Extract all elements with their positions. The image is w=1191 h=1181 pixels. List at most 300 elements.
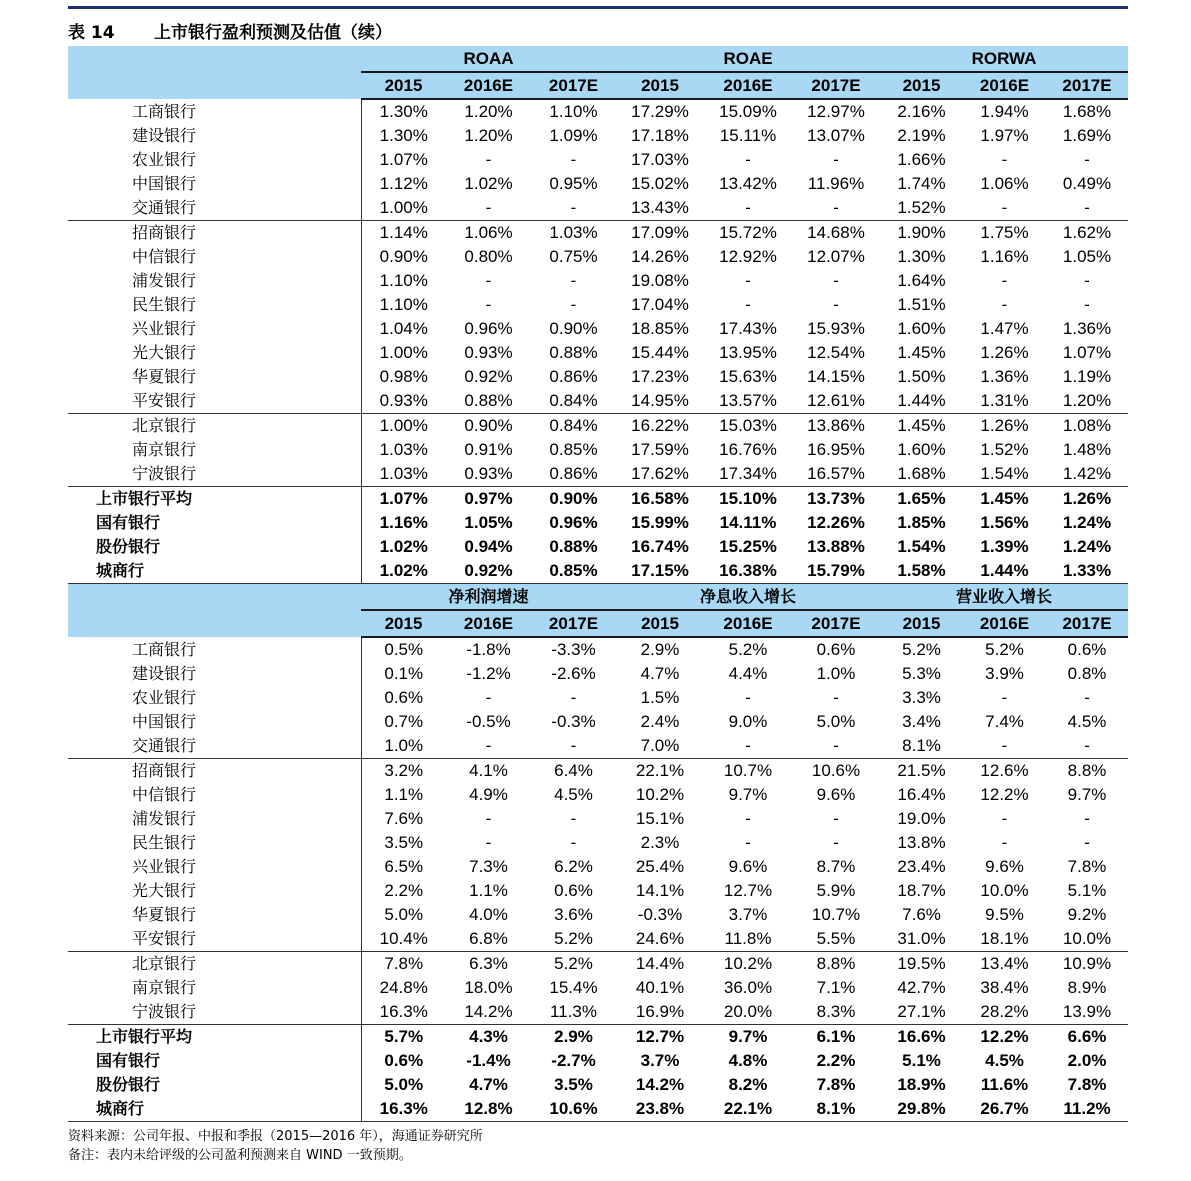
value-cell: 1.5% xyxy=(640,688,680,707)
summary-value: 6.6% xyxy=(1046,1025,1128,1050)
table-row xyxy=(68,759,1128,784)
value-cell: 7.8% xyxy=(361,952,446,977)
bank-name: 中信银行 xyxy=(132,247,197,266)
value-cell: 11.8% xyxy=(724,929,772,948)
value-cell: 0.92% xyxy=(464,367,513,386)
summary-value: 0.88% xyxy=(549,537,598,556)
value-cell: - xyxy=(485,150,492,169)
value-cell: 3.6% xyxy=(554,905,593,924)
value-cell: 14.15% xyxy=(807,367,865,386)
summary-row xyxy=(68,1073,1128,1097)
value-cell: 17.62% xyxy=(631,464,689,483)
value-cell: - xyxy=(745,736,751,755)
value-cell: 16.57% xyxy=(807,464,865,483)
value-cell: 21.5% xyxy=(880,759,963,784)
header-year-row xyxy=(68,72,1128,99)
table-row xyxy=(68,389,1128,414)
bank-name: 光大银行 xyxy=(132,881,197,900)
value-cell: -3.3% xyxy=(551,640,596,659)
year-header: 2017E xyxy=(792,610,880,637)
value-cell: 16.95% xyxy=(807,440,865,459)
value-cell: 1.19% xyxy=(1062,367,1112,386)
value-cell: - xyxy=(570,688,577,707)
value-cell: 5.2% xyxy=(985,640,1024,659)
value-cell: 13.43% xyxy=(631,198,689,217)
value-cell: 0.88% xyxy=(464,391,513,410)
value-cell: 15.63% xyxy=(719,367,777,386)
summary-value: 17.15% xyxy=(616,559,704,584)
table-row xyxy=(68,99,1128,124)
value-cell: 2.4% xyxy=(640,712,680,731)
summary-value: 1.24% xyxy=(1062,537,1112,556)
value-cell: 13.9% xyxy=(1062,1002,1112,1021)
summary-value: 5.0% xyxy=(361,1073,446,1097)
table-row xyxy=(68,637,1128,662)
summary-value: 12.2% xyxy=(963,1025,1046,1050)
value-cell: 1.97% xyxy=(980,126,1029,145)
value-cell: 0.93% xyxy=(464,464,513,483)
value-cell: - xyxy=(1084,150,1090,169)
value-cell: 0.7% xyxy=(361,710,446,734)
value-cell: 18.1% xyxy=(980,929,1029,948)
value-cell: 1.60% xyxy=(897,319,946,338)
table-number: 表 14 xyxy=(68,23,115,43)
summary-value: 26.7% xyxy=(963,1097,1046,1122)
table-row xyxy=(68,341,1128,365)
value-cell: 5.2% xyxy=(531,952,616,977)
summary-value: 29.8% xyxy=(880,1097,963,1122)
value-cell: - xyxy=(1084,809,1090,828)
value-cell: 7.3% xyxy=(469,857,508,876)
bank-name: 农业银行 xyxy=(132,150,197,169)
value-cell: 0.98% xyxy=(361,365,446,389)
value-cell: 8.7% xyxy=(816,857,856,876)
summary-value: 1.33% xyxy=(1046,559,1128,584)
value-cell: 15.93% xyxy=(807,319,865,338)
summary-value: 16.6% xyxy=(880,1025,963,1050)
value-cell: 6.3% xyxy=(446,952,531,977)
value-cell: 1.00% xyxy=(361,341,446,365)
group-header: 净息收入增长 xyxy=(616,584,880,610)
value-cell: 1.09% xyxy=(549,126,598,145)
value-cell: 11.96% xyxy=(807,174,865,193)
value-cell: 17.34% xyxy=(719,464,777,483)
summary-value: 14.11% xyxy=(719,513,777,532)
value-cell: 17.03% xyxy=(631,150,689,169)
summary-value: 15.25% xyxy=(719,537,777,556)
value-cell: 4.5% xyxy=(554,785,593,804)
growth-table xyxy=(68,584,1128,1122)
value-cell: 18.85% xyxy=(631,319,689,338)
year-header: 2015 xyxy=(361,610,446,637)
value-cell: 1.07% xyxy=(361,148,446,172)
value-cell: 13.95% xyxy=(719,343,777,362)
value-cell: - xyxy=(1001,150,1008,169)
summary-value: 4.3% xyxy=(446,1025,531,1050)
header-corner xyxy=(68,610,361,637)
table-row xyxy=(68,879,1128,903)
value-cell: 4.1% xyxy=(446,759,531,784)
value-cell: 2.19% xyxy=(897,126,946,145)
value-cell: 0.6% xyxy=(816,640,856,659)
source-note: 资料来源：公司年报、中报和季报（2015—2016 年），海通证券研究所 xyxy=(68,1129,483,1144)
value-cell: 24.8% xyxy=(361,976,446,1000)
summary-value: 1.02% xyxy=(361,559,446,584)
value-cell: 1.08% xyxy=(1046,414,1128,439)
value-cell: 31.0% xyxy=(897,929,946,948)
summary-value: 1.05% xyxy=(464,513,513,532)
value-cell: 15.09% xyxy=(719,102,777,121)
summary-value: 12.26% xyxy=(807,513,865,532)
summary-value: -2.7% xyxy=(551,1051,596,1070)
bank-name: 南京银行 xyxy=(132,978,197,997)
value-cell: 10.9% xyxy=(1046,952,1128,977)
value-cell: 7.4% xyxy=(985,712,1024,731)
table-row xyxy=(68,927,1128,952)
bank-name: 工商银行 xyxy=(132,639,197,659)
bank-name: 建设银行 xyxy=(132,664,197,683)
value-cell: 18.0% xyxy=(464,978,513,997)
value-cell: - xyxy=(485,736,492,755)
header-corner xyxy=(68,584,361,610)
table-row xyxy=(68,438,1128,462)
value-cell: 1.05% xyxy=(1062,247,1112,266)
value-cell: 14.95% xyxy=(631,391,689,410)
value-cell: 1.1% xyxy=(469,881,508,900)
value-cell: - xyxy=(485,688,492,707)
table-row xyxy=(68,414,1128,439)
group-header: ROAE xyxy=(616,46,880,72)
value-cell: 12.2% xyxy=(980,785,1029,804)
value-cell: - xyxy=(570,833,577,852)
value-cell: 15.4% xyxy=(549,978,598,997)
value-cell: 1.12% xyxy=(361,172,446,196)
summary-value: 7.8% xyxy=(816,1075,856,1094)
bank-name: 招商银行 xyxy=(68,759,361,784)
value-cell: - xyxy=(1084,736,1090,755)
value-cell: 3.3% xyxy=(902,688,941,707)
value-cell: 13.8% xyxy=(897,833,946,852)
summary-value: 2.9% xyxy=(531,1025,616,1050)
year-header: 2015 xyxy=(361,72,446,99)
value-cell: 0.93% xyxy=(464,343,513,362)
summary-value: 1.39% xyxy=(980,537,1029,556)
value-cell: 13.57% xyxy=(719,391,777,410)
value-cell: 5.0% xyxy=(816,712,856,731)
value-cell: 1.14% xyxy=(361,221,446,246)
summary-row xyxy=(68,535,1128,559)
bank-name: 华夏银行 xyxy=(132,905,197,924)
table-row xyxy=(68,855,1128,879)
value-cell: 8.3% xyxy=(816,1002,856,1021)
value-cell: 17.59% xyxy=(631,440,689,459)
summary-value: 1.02% xyxy=(361,535,446,559)
summary-name: 上市银行平均 xyxy=(68,1025,361,1050)
value-cell: 1.1% xyxy=(361,783,446,807)
value-cell: 4.0% xyxy=(469,905,508,924)
summary-value: 16.74% xyxy=(631,537,689,556)
summary-value: 15.79% xyxy=(792,559,880,584)
value-cell: 15.02% xyxy=(631,174,689,193)
value-cell: 0.80% xyxy=(464,247,513,266)
value-cell: 1.47% xyxy=(980,319,1029,338)
value-cell: - xyxy=(570,736,577,755)
value-cell: 14.1% xyxy=(635,881,685,900)
value-cell: 10.4% xyxy=(361,927,446,952)
value-cell: 13.86% xyxy=(792,414,880,439)
summary-value: 1.16% xyxy=(361,511,446,535)
table-row xyxy=(68,148,1128,172)
year-header: 2017E xyxy=(1046,610,1128,637)
year-header: 2015 xyxy=(616,610,704,637)
value-cell: 9.2% xyxy=(1067,905,1107,924)
value-cell: 17.09% xyxy=(616,221,704,246)
header-group-row xyxy=(68,584,1128,610)
bank-name: 交通银行 xyxy=(132,198,197,217)
value-cell: 1.30% xyxy=(361,99,446,124)
value-cell: 13.07% xyxy=(807,126,865,145)
value-cell: 15.11% xyxy=(719,126,777,145)
value-cell: 8.1% xyxy=(902,736,941,755)
value-cell: 9.6% xyxy=(728,857,768,876)
year-header: 2015 xyxy=(616,72,704,99)
value-cell: - xyxy=(1001,198,1008,217)
value-cell: 16.4% xyxy=(897,785,946,804)
value-cell: - xyxy=(1084,295,1090,314)
table-row xyxy=(68,172,1128,196)
value-cell: 1.30% xyxy=(897,247,946,266)
value-cell: - xyxy=(833,809,839,828)
value-cell: - xyxy=(1001,295,1008,314)
value-cell: 0.85% xyxy=(549,440,598,459)
value-cell: 14.68% xyxy=(792,221,880,246)
value-cell: 20.0% xyxy=(723,1002,773,1021)
value-cell: - xyxy=(1084,688,1090,707)
group-header: ROAA xyxy=(361,46,616,72)
year-header: 2017E xyxy=(531,610,616,637)
value-cell: - xyxy=(485,295,492,314)
summary-value: 5.1% xyxy=(902,1051,941,1070)
summary-value: 4.5% xyxy=(985,1051,1024,1070)
value-cell: - xyxy=(1084,198,1090,217)
value-cell: 36.0% xyxy=(723,978,773,997)
year-header: 2017E xyxy=(1046,72,1128,99)
value-cell: - xyxy=(1084,271,1090,290)
value-cell: 5.1% xyxy=(1067,881,1107,900)
value-cell: - xyxy=(745,295,751,314)
summary-row xyxy=(68,1049,1128,1073)
summary-name: 国有银行 xyxy=(96,1051,161,1070)
value-cell: - xyxy=(485,271,492,290)
bank-name: 北京银行 xyxy=(68,952,361,977)
bank-name: 建设银行 xyxy=(132,126,197,145)
value-cell: - xyxy=(570,150,577,169)
summary-value: 1.54% xyxy=(897,537,946,556)
year-header: 2015 xyxy=(880,72,963,99)
value-cell: - xyxy=(1001,809,1008,828)
summary-value: 10.6% xyxy=(531,1097,616,1122)
summary-name: 城商行 xyxy=(68,559,361,584)
value-cell: 4.7% xyxy=(640,664,680,683)
value-cell: 1.07% xyxy=(1062,343,1112,362)
value-cell: 12.7% xyxy=(723,881,773,900)
value-cell: 16.9% xyxy=(635,1002,685,1021)
value-cell: 1.20% xyxy=(1062,391,1112,410)
value-cell: 1.62% xyxy=(1046,221,1128,246)
value-cell: 17.04% xyxy=(631,295,689,314)
value-cell: 1.00% xyxy=(361,414,446,439)
top-rule xyxy=(68,6,1128,9)
value-cell: 10.6% xyxy=(792,759,880,784)
summary-row xyxy=(68,1097,1128,1122)
summary-value: 3.5% xyxy=(554,1075,593,1094)
value-cell: 15.1% xyxy=(635,809,685,828)
value-cell: 7.6% xyxy=(902,905,941,924)
year-header: 2016E xyxy=(704,610,792,637)
summary-value: 1.07% xyxy=(361,487,446,512)
summary-name: 城商行 xyxy=(68,1097,361,1122)
value-cell: 1.0% xyxy=(816,664,856,683)
value-cell: - xyxy=(745,271,751,290)
table-row xyxy=(68,734,1128,759)
value-cell: 0.1% xyxy=(361,662,446,686)
summary-value: 11.2% xyxy=(1046,1097,1128,1122)
value-cell: - xyxy=(1084,833,1090,852)
value-cell: 0.86% xyxy=(549,367,598,386)
value-cell: 0.84% xyxy=(531,414,616,439)
value-cell: 3.4% xyxy=(902,712,941,731)
summary-value: 4.8% xyxy=(728,1051,768,1070)
summary-value: 1.58% xyxy=(880,559,963,584)
value-cell: - xyxy=(833,271,839,290)
bank-name: 工商银行 xyxy=(132,101,197,121)
value-cell: 1.36% xyxy=(980,367,1029,386)
value-cell: 0.90% xyxy=(446,414,531,439)
value-cell: 1.52% xyxy=(980,440,1029,459)
value-cell: 4.9% xyxy=(469,785,508,804)
remark-note: 备注：表内未给评级的公司盈利预测来自 WIND 一致预期。 xyxy=(68,1148,412,1163)
value-cell: 1.52% xyxy=(897,198,946,217)
value-cell: 0.6% xyxy=(1067,640,1107,659)
value-cell: 5.2% xyxy=(902,640,941,659)
value-cell: - xyxy=(570,271,577,290)
value-cell: 7.1% xyxy=(816,978,856,997)
value-cell: 3.7% xyxy=(728,905,768,924)
summary-value: 15.10% xyxy=(704,487,792,512)
bank-name: 北京银行 xyxy=(68,414,361,439)
value-cell: 10.2% xyxy=(635,785,685,804)
value-cell: 0.86% xyxy=(549,464,598,483)
year-header: 2016E xyxy=(963,72,1046,99)
value-cell: 0.8% xyxy=(1067,664,1107,683)
value-cell: 1.31% xyxy=(980,391,1029,410)
value-cell: 5.2% xyxy=(728,640,768,659)
value-cell: 1.44% xyxy=(897,391,946,410)
bank-name: 浦发银行 xyxy=(132,809,197,828)
value-cell: 8.8% xyxy=(792,952,880,977)
table-row xyxy=(68,976,1128,1000)
value-cell: - xyxy=(833,688,839,707)
value-cell: 1.74% xyxy=(897,174,946,193)
table-row xyxy=(68,196,1128,221)
bank-name: 平安银行 xyxy=(132,929,197,948)
value-cell: 6.8% xyxy=(469,929,508,948)
value-cell: 10.0% xyxy=(1062,929,1112,948)
value-cell: - xyxy=(1001,688,1008,707)
summary-value: 1.65% xyxy=(880,487,963,512)
value-cell: - xyxy=(833,150,839,169)
value-cell: 19.0% xyxy=(897,809,946,828)
value-cell: 22.1% xyxy=(616,759,704,784)
value-cell: 0.91% xyxy=(464,440,513,459)
value-cell: 1.10% xyxy=(549,102,598,121)
bank-name: 中信银行 xyxy=(132,785,197,804)
value-cell: 40.1% xyxy=(635,978,685,997)
value-cell: 6.4% xyxy=(531,759,616,784)
value-cell: -0.3% xyxy=(551,712,596,731)
value-cell: - xyxy=(1001,736,1008,755)
value-cell: 16.76% xyxy=(719,440,777,459)
summary-row xyxy=(68,487,1128,512)
value-cell: 18.7% xyxy=(897,881,946,900)
value-cell: - xyxy=(833,295,839,314)
table-row xyxy=(68,317,1128,341)
header-year-row xyxy=(68,610,1128,637)
value-cell: 12.97% xyxy=(807,102,865,121)
value-cell: - xyxy=(833,736,839,755)
value-cell: 0.96% xyxy=(464,319,513,338)
value-cell: 10.2% xyxy=(704,952,792,977)
value-cell: 28.2% xyxy=(980,1002,1029,1021)
value-cell: 3.9% xyxy=(985,664,1024,683)
value-cell: 0.49% xyxy=(1062,174,1112,193)
value-cell: 1.90% xyxy=(880,221,963,246)
value-cell: 24.6% xyxy=(635,929,685,948)
value-cell: - xyxy=(745,198,751,217)
summary-value: 1.45% xyxy=(963,487,1046,512)
value-cell: - xyxy=(1001,833,1008,852)
value-cell: 1.16% xyxy=(980,247,1029,266)
table-row xyxy=(68,783,1128,807)
value-cell: - xyxy=(745,833,751,852)
value-cell: -2.6% xyxy=(551,664,596,683)
value-cell: 1.50% xyxy=(897,367,946,386)
value-cell: 1.20% xyxy=(464,102,513,121)
value-cell: 1.42% xyxy=(1062,464,1112,483)
value-cell: 9.7% xyxy=(1067,785,1107,804)
profitability-table xyxy=(68,46,1128,584)
summary-name: 国有银行 xyxy=(96,513,161,532)
value-cell: 8.9% xyxy=(1067,978,1107,997)
value-cell: 1.03% xyxy=(531,221,616,246)
value-cell: 0.90% xyxy=(549,319,598,338)
value-cell: 0.84% xyxy=(549,391,598,410)
value-cell: 14.4% xyxy=(616,952,704,977)
value-cell: - xyxy=(485,809,492,828)
value-cell: 1.54% xyxy=(980,464,1029,483)
value-cell: 1.10% xyxy=(361,293,446,317)
value-cell: -1.2% xyxy=(466,664,511,683)
table-row xyxy=(68,807,1128,831)
summary-value: 7.8% xyxy=(1067,1075,1107,1094)
value-cell: 4.4% xyxy=(728,664,768,683)
summary-value: 1.85% xyxy=(897,513,946,532)
value-cell: 27.1% xyxy=(897,1002,946,1021)
table-row xyxy=(68,365,1128,389)
value-cell: 1.03% xyxy=(361,438,446,462)
value-cell: 0.75% xyxy=(549,247,598,266)
table-row xyxy=(68,903,1128,927)
